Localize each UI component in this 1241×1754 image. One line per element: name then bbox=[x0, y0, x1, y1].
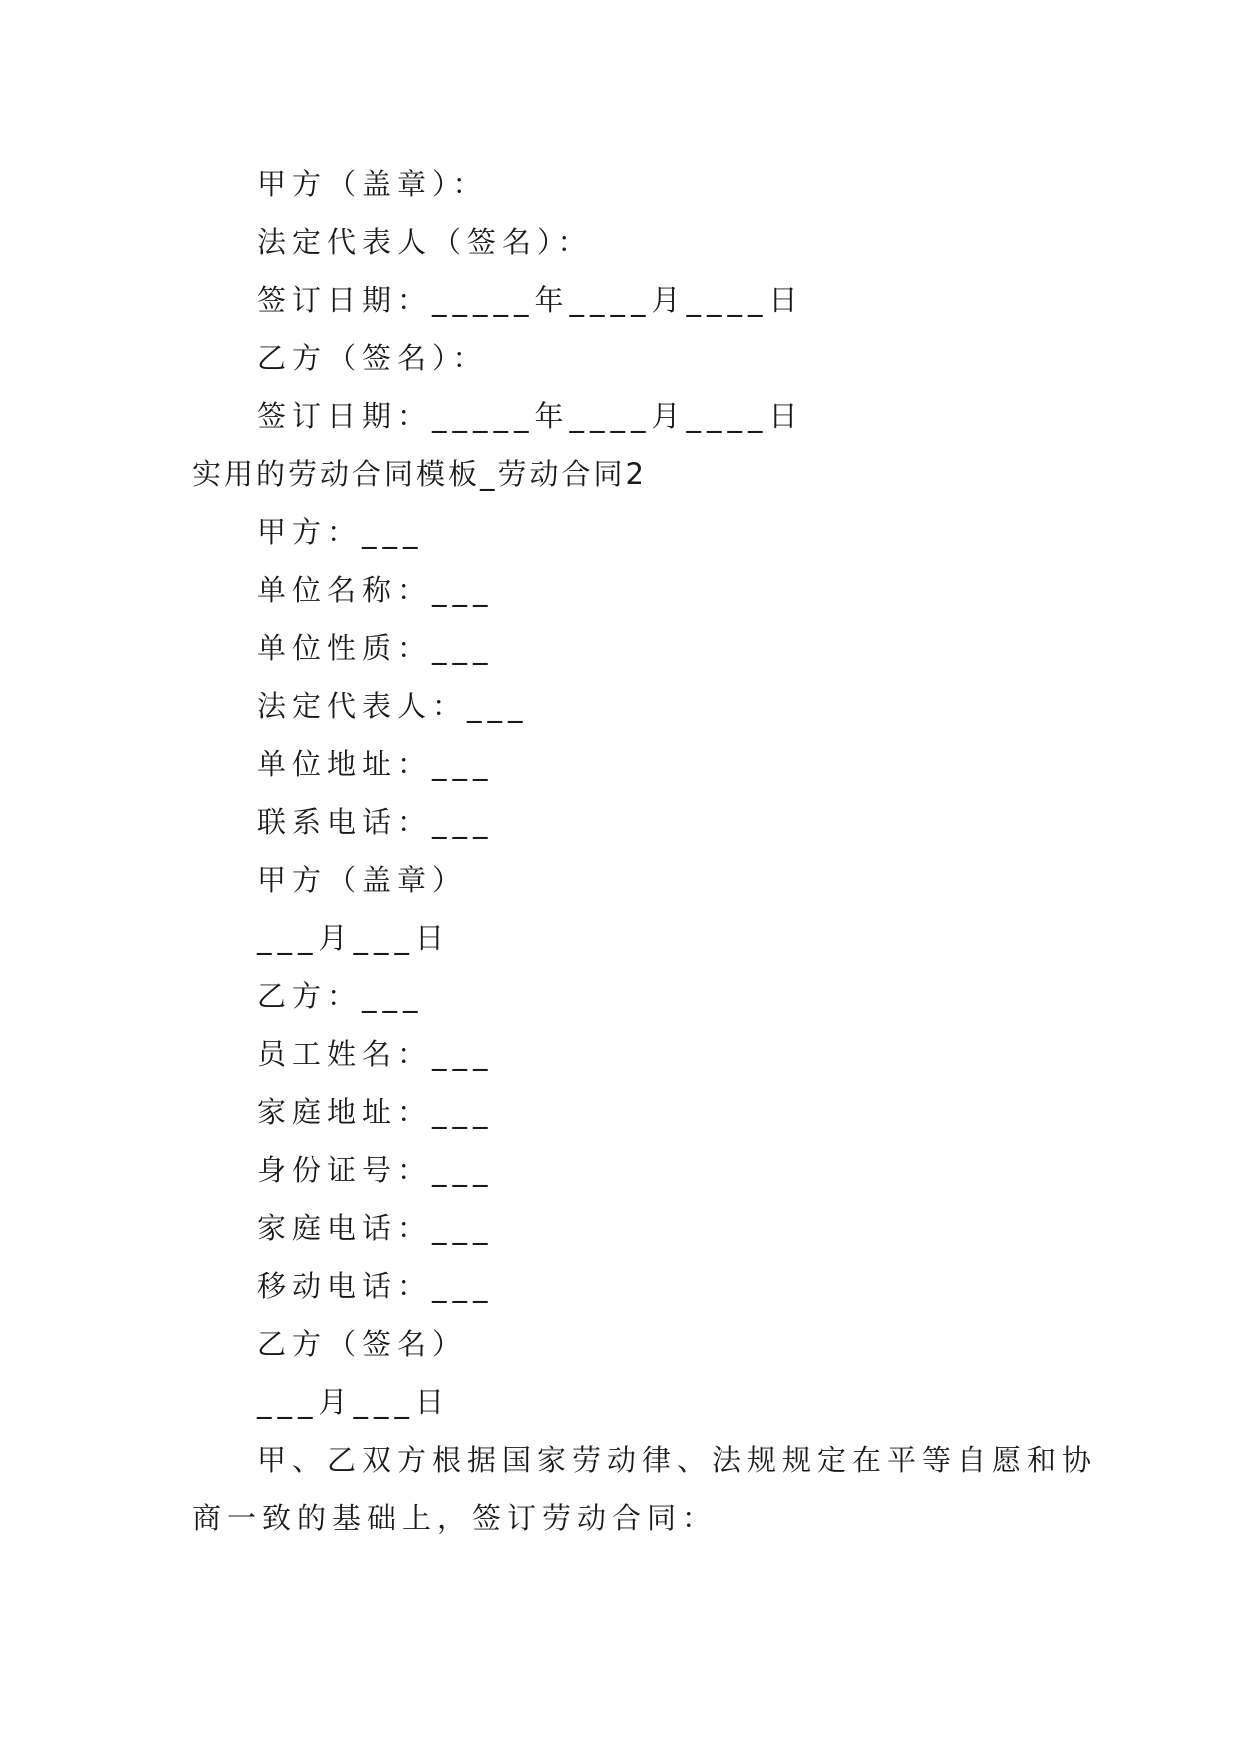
company-address-field: 单位地址：___ bbox=[257, 747, 494, 781]
home-phone-field: 家庭电话：___ bbox=[257, 1211, 494, 1245]
date-field: ___月___日 bbox=[257, 1385, 451, 1419]
agreement-paragraph-line-2: 商一致的基础上，签订劳动合同： bbox=[192, 1501, 718, 1535]
legal-representative-signature-line: 法定代表人（签名）： bbox=[257, 225, 593, 259]
party-a-seal-line: 甲方（盖章）： bbox=[257, 167, 488, 201]
party-b-signature-label: 乙方（签名） bbox=[257, 1327, 468, 1361]
company-name-field: 单位名称：___ bbox=[257, 573, 494, 607]
section-heading: 实用的劳动合同模板_劳动合同2 bbox=[192, 457, 647, 491]
signing-date-line: 签订日期：_____年____月____日 bbox=[257, 399, 804, 433]
party-a-seal-label: 甲方（盖章） bbox=[257, 863, 468, 897]
party-b-field: 乙方：___ bbox=[257, 979, 424, 1013]
signing-date-line: 签订日期：_____年____月____日 bbox=[257, 283, 804, 317]
employee-name-field: 员工姓名：___ bbox=[257, 1037, 494, 1071]
mobile-phone-field: 移动电话：___ bbox=[257, 1269, 494, 1303]
company-type-field: 单位性质：___ bbox=[257, 631, 494, 665]
legal-representative-field: 法定代表人：___ bbox=[257, 689, 529, 723]
agreement-paragraph-line-1: 甲、乙双方根据国家劳动律、法规规定在平等自愿和协 bbox=[257, 1443, 1098, 1477]
home-address-field: 家庭地址：___ bbox=[257, 1095, 494, 1129]
id-number-field: 身份证号：___ bbox=[257, 1153, 494, 1187]
party-b-signature-line: 乙方（签名）： bbox=[257, 341, 488, 375]
contact-phone-field: 联系电话：___ bbox=[257, 805, 494, 839]
date-field: ___月___日 bbox=[257, 921, 451, 955]
party-a-field: 甲方：___ bbox=[257, 515, 424, 549]
